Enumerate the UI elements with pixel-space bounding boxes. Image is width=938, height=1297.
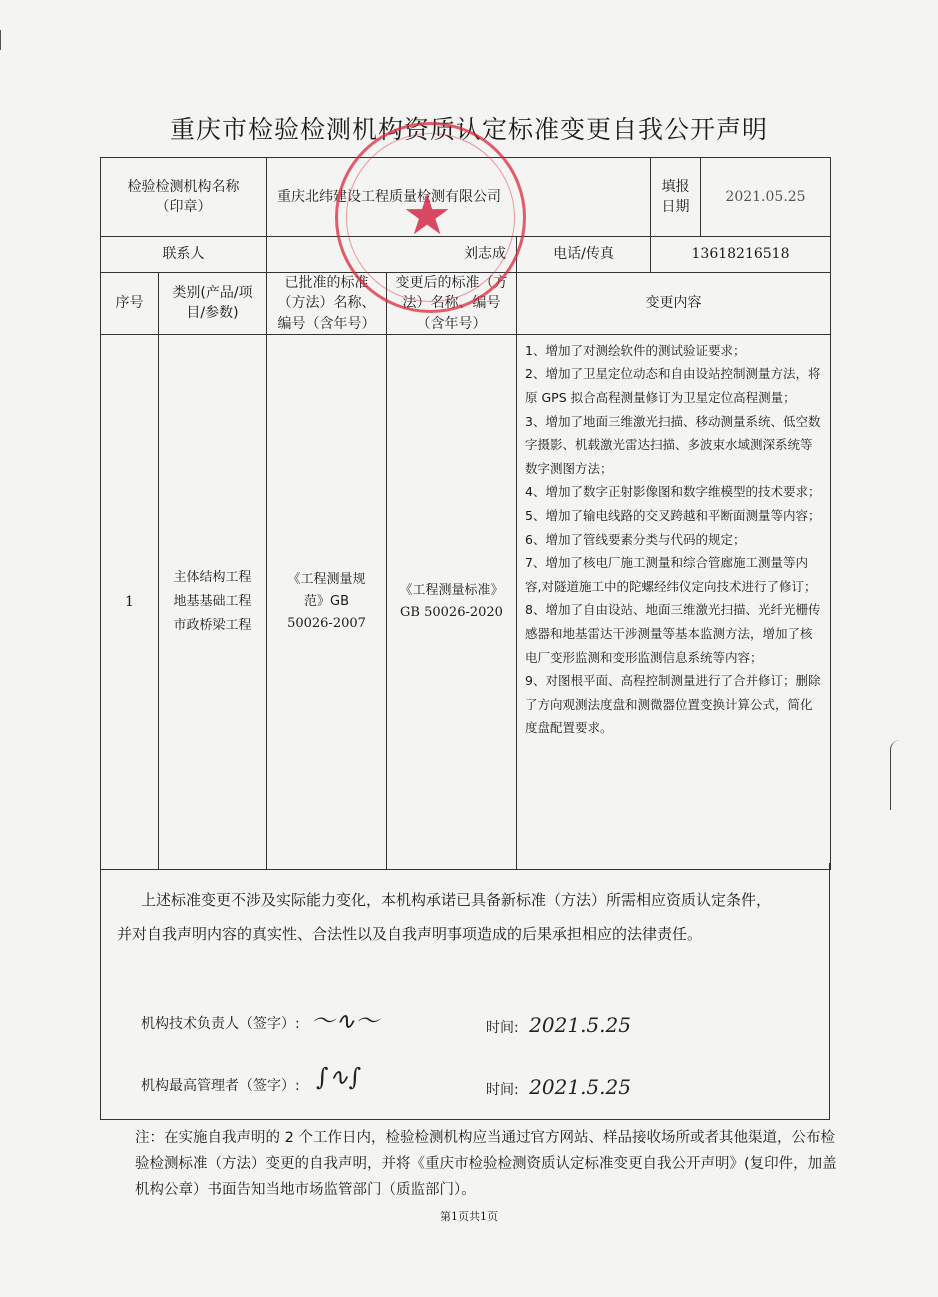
date-label-cell: [651, 158, 701, 237]
tech-signature-row: [141, 1013, 300, 1033]
declaration-line: 并对自我声明内容的真实性、合法性以及自我声明事项造成的后果承担相应的法律责任。: [117, 925, 703, 943]
declaration-text: [117, 883, 819, 951]
change-item: 8、增加了自由设站、地面三维激光扫描、光纤光栅传感器和地基雷达干涉测量等基本监测方法，增加了核电厂变形监测和变形监测信息系统等内容；: [525, 602, 821, 665]
approved-std-line: 《工程测量规: [287, 571, 366, 587]
new-std-line: 《工程测量标准》: [399, 582, 504, 598]
date-label-2: 日期: [661, 199, 690, 215]
col-category: 类别(产品/项目/参数): [159, 273, 267, 335]
phone-value: 13618216518: [651, 237, 831, 273]
category-item: 地基基础工程: [173, 593, 252, 609]
tech-signature: 〜∿〜: [311, 1007, 380, 1035]
tech-time-row: [486, 1013, 631, 1037]
tech-time-value: 2021.5.25: [529, 1013, 631, 1037]
scan-edge-mark: [0, 30, 5, 50]
col-seq: 序号: [101, 273, 159, 335]
date-value: 2021.05.25: [701, 158, 831, 237]
change-item: 6、增加了管线要素分类与代码的规定；: [525, 531, 746, 547]
new-std-line: GB 50026-2020: [400, 604, 503, 620]
col-changes: 变更内容: [517, 273, 831, 335]
org-label-cell: [101, 158, 267, 237]
org-label: 检验检测机构名称: [127, 178, 240, 195]
change-item: 1、增加了对测绘软件的测试验证要求；: [525, 342, 746, 358]
top-signature-label: 机构最高管理者（签字）:: [141, 1078, 300, 1094]
change-item: 7、增加了核电厂施工测量和综合管廊施工测量等内容,对隧道施工中的陀螺经纬仪定向技术进行了修订；: [525, 555, 817, 594]
change-item: 2、增加了卫星定位动态和自由设站控制测量方法，将原 GPS 拟合高程测量修订为卫星定位高程测量；: [525, 366, 821, 406]
tech-time-label: 时间:: [486, 1020, 519, 1036]
change-item: 5、增加了输电线路的交叉跨越和平断面测量等内容；: [525, 508, 821, 524]
category-item: 主体结构工程: [173, 569, 252, 585]
col-approved-std: 已批准的标准（方法）名称、编号（含年号）: [267, 273, 387, 335]
contact-label: 联系人: [101, 237, 267, 273]
star-icon: ★: [402, 183, 453, 248]
date-label-1: 填报: [661, 178, 690, 195]
page-number: 第1页共1页: [440, 1210, 498, 1223]
contact-value: 刘志成: [267, 237, 517, 273]
row-seq: 1: [101, 334, 159, 869]
change-item: 4、增加了数字正射影像图和数字维模型的技术要求；: [525, 484, 821, 500]
phone-label: 电话/传真: [517, 237, 651, 273]
top-time-value: 2021.5.25: [529, 1075, 631, 1099]
footnote: 注：在实施自我声明的 2 个工作日内，检验检测机构应当通过官方网站、样品接收场所或者其他渠道，公布检验检测标准（方法）变更的自我声明，并将《重庆市检验检测资质认定标准变更自我公开声明》(复印件，加盖机构公章）书面告知当地市场监管部门（质监部门）。: [135, 1130, 837, 1198]
col-new-std: 变更后的标准（方法）名称、编号（含年号）: [387, 273, 517, 335]
top-signature: ∫∿∫: [316, 1063, 362, 1091]
declaration-box: [100, 863, 830, 1120]
row-approved-std: [267, 334, 387, 869]
category-item: 市政桥梁工程: [173, 617, 252, 633]
margin-mark: [890, 740, 911, 810]
top-time-row: [486, 1075, 631, 1099]
table-row: [101, 334, 831, 869]
seal-label: （印章）: [155, 199, 212, 215]
top-time-label: 时间:: [486, 1082, 519, 1098]
change-item: 9、对图根平面、高程控制测量进行了合并修订；删除了方向观测法度盘和测微器位置变换计算公式，简化度盘配置要求。: [525, 673, 821, 736]
row-changes: [517, 334, 831, 869]
document-title: 重庆市检验检测机构资质认定标准变更自我公开声明: [169, 115, 768, 144]
change-item: 3、增加了地面三维激光扫描、移动测量系统、低空数字摄影、机载激光雷达扫描、多波束水域测深系统等数字测图方法；: [525, 413, 821, 476]
approved-std-line: 50026-2007: [287, 615, 366, 631]
top-signature-row: [141, 1075, 300, 1095]
org-name: 重庆北纬建设工程质量检测有限公司: [277, 188, 501, 205]
row-category: [159, 334, 267, 869]
tech-signature-label: 机构技术负责人（签字）:: [141, 1016, 300, 1032]
row-new-std: [387, 334, 517, 869]
approved-std-line: 范》GB: [304, 593, 349, 609]
official-seal: [335, 122, 526, 313]
declaration-line: 上述标准变更不涉及实际能力变化，本机构承诺已具备新标准（方法）所需相应资质认定条件，: [141, 891, 772, 909]
